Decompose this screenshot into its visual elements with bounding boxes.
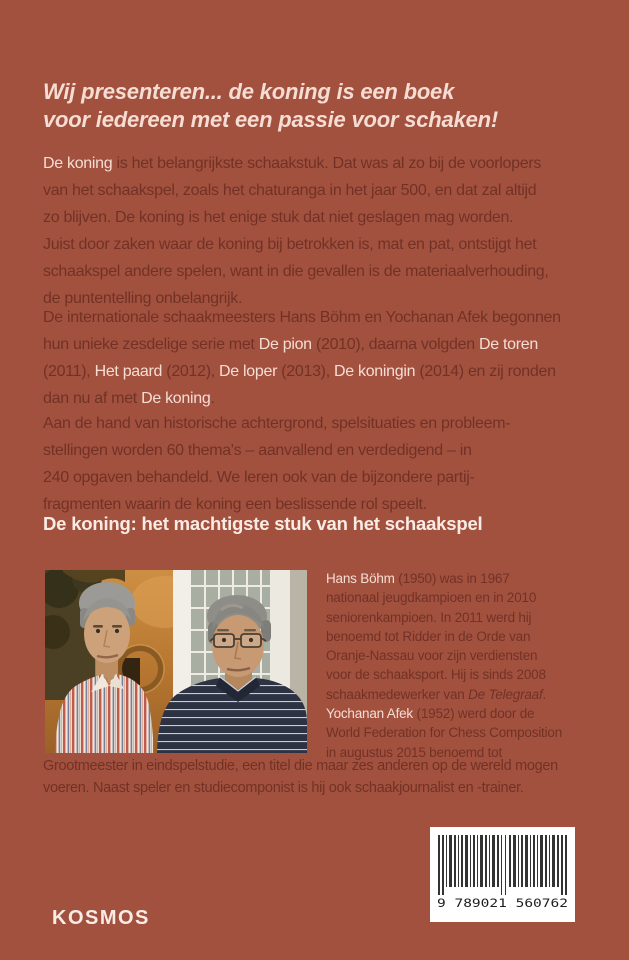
- text-line: [43, 231, 618, 258]
- text-segment: .: [210, 390, 215, 407]
- text-segment: (2012),: [162, 363, 220, 380]
- text-segment: (2013),: [277, 363, 334, 380]
- text-line: [326, 627, 616, 646]
- text-line: [326, 588, 616, 607]
- text-line: [326, 646, 616, 665]
- text-line: [326, 723, 616, 742]
- text-segment: fragmenten waarin de koning een beslissende rol speelt.: [43, 496, 427, 513]
- text-line: [43, 258, 618, 285]
- text-line: [43, 358, 618, 385]
- text-segment: de puntentelling onbelangrijk.: [43, 290, 243, 307]
- text-segment: hun unieke zesdelige serie met: [43, 336, 259, 353]
- barcode: [430, 827, 575, 922]
- text-segment: seniorenkampioen. In 2011 werd hij: [326, 609, 532, 625]
- text-segment: (2011),: [43, 363, 95, 380]
- text-line: [326, 608, 616, 627]
- text-segment: De koningin: [334, 363, 416, 380]
- text-line: [43, 437, 618, 464]
- barcode-digits: 9 789021 560762: [437, 896, 568, 910]
- barcode-graphic: [430, 827, 575, 922]
- text-line: [326, 569, 616, 588]
- text-segment: stellingen worden 60 thema's – aanvallend en verdedigend – in: [43, 442, 472, 459]
- text-segment: De koning: [141, 390, 211, 407]
- text-segment: (1950) was in 1967: [394, 571, 510, 586]
- text-segment: De koning: [43, 155, 113, 172]
- text-segment: in augustus 2015 benoemd tot: [326, 744, 503, 760]
- text-segment: schaakspel andere spelen, want in die gevallen is de materiaalverhouding,: [43, 263, 549, 280]
- text-line: [43, 177, 618, 204]
- text-segment: voeren. Naast speler en studiecomponist is hij ook schaakjournalist en -trainer.: [43, 780, 524, 796]
- text-line: [43, 385, 618, 412]
- text-segment: Aan de hand van historische achtergrond, spelsituaties en probleem-: [43, 415, 511, 432]
- paragraph-book-series: [43, 304, 618, 412]
- text-segment: van het schaakspel, zoals het chaturanga in het jaar 500, en dat zal altijd: [43, 182, 537, 199]
- text-segment: De pion: [258, 336, 312, 353]
- text-segment: nationaal jeugdkampioen en in 2010: [326, 590, 537, 606]
- authors-photo: [45, 570, 307, 753]
- text-segment: Oranje-Nassau voor zijn verdiensten: [326, 648, 538, 664]
- text-segment: Yochanan Afek: [326, 706, 413, 722]
- text-line: [43, 777, 618, 799]
- text-line: [43, 410, 618, 437]
- text-line: [326, 704, 616, 723]
- text-segment: voor de schaaksport. Hij is sinds 2008: [326, 667, 546, 683]
- text-line: [43, 755, 618, 777]
- text-line: [43, 464, 618, 491]
- tagline: [43, 78, 603, 134]
- text-segment: Hans Böhm: [326, 571, 395, 586]
- text-segment: World Federation for Chess Composition: [326, 725, 563, 741]
- text-segment: (2010), daarna volgden: [311, 336, 479, 353]
- text-segment: benoemd tot Ridder in de Orde van: [326, 628, 531, 644]
- author-bio-fullwidth: [43, 755, 618, 799]
- text-line: [326, 685, 616, 704]
- text-segment: Het paard: [94, 363, 163, 380]
- text-segment: Juist door zaken waar de koning bij betrokken is, mat en pat, ontstijgt het: [43, 236, 537, 253]
- text-line: [326, 665, 616, 684]
- authors-photo-graphic: [45, 570, 307, 753]
- text-segment: 240 opgaven behandeld. We leren ook van de bijzondere partij-: [43, 469, 475, 486]
- text-line: [43, 204, 618, 231]
- text-segment: De internationale schaakmeesters Hans Böhm en Yochanan Afek begonnen: [43, 309, 561, 326]
- publisher-logo: KOSMOS: [52, 907, 150, 929]
- text-segment: dan nu af met: [43, 390, 142, 407]
- text-line: [43, 78, 603, 106]
- author-bio-column: [326, 569, 616, 762]
- text-segment: voor iedereen met een passie voor schaken!: [43, 107, 499, 132]
- text-segment: zo blijven. De koning is het enige stuk dat niet geslagen mag worden.: [43, 209, 514, 226]
- text-segment: De toren: [478, 336, 538, 353]
- text-line: [43, 304, 618, 331]
- text-segment: Wij presenteren... de koning is een boek: [43, 79, 455, 104]
- text-line: [43, 331, 618, 358]
- text-segment: De loper: [219, 363, 278, 380]
- text-line: [43, 150, 618, 177]
- text-segment: (2014) en zij ronden: [415, 363, 556, 380]
- text-segment: Grootmeester in eindspelstudie, een titel die maar zes anderen op de wereld mogen: [43, 758, 558, 774]
- text-segment: is het belangrijkste schaakstuk. Dat was al zo bij de voorlopers: [112, 155, 542, 172]
- paragraph-book-contents: [43, 410, 618, 518]
- paragraph-king-importance: [43, 150, 618, 312]
- text-segment: De Telegraaf: [468, 686, 543, 702]
- text-segment: (1952) werd door de: [412, 706, 535, 722]
- text-line: [43, 106, 603, 134]
- text-segment: schaakmedewerker van: [326, 686, 469, 702]
- subtitle: De koning: het machtigste stuk van het schaakspel: [43, 513, 483, 534]
- text-segment: .: [542, 686, 547, 702]
